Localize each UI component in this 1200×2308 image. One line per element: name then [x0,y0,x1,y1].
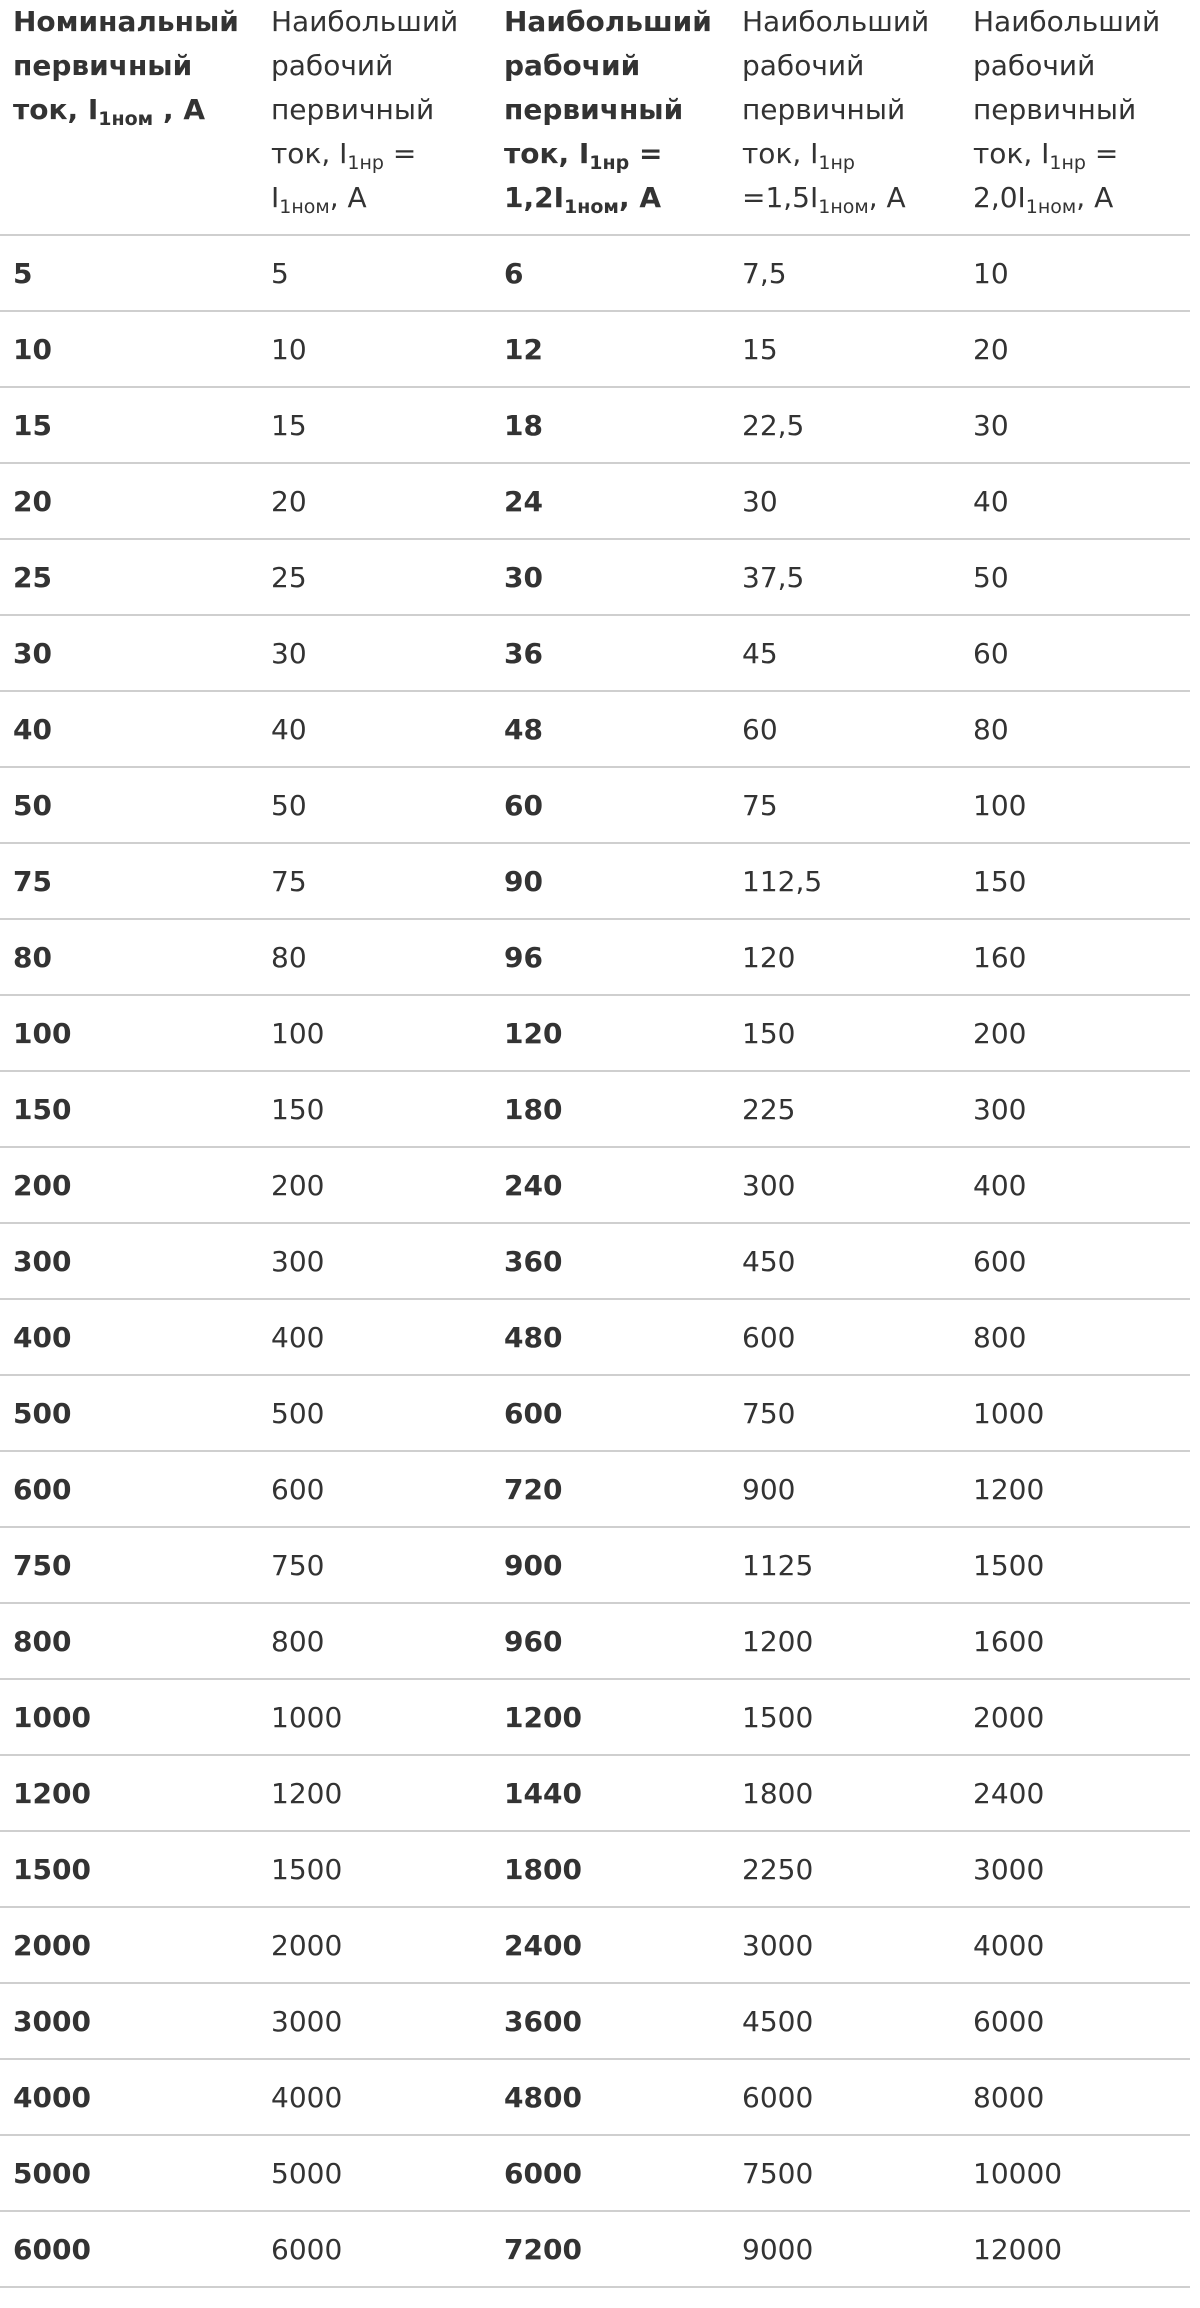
table-body [0,235,1190,2287]
table-row [0,1679,1190,1755]
table-row [0,1299,1190,1375]
table-cell: 150 [729,995,960,1071]
table-cell: 4500 [729,1983,960,2059]
table-cell: 36 [491,615,729,691]
table-row [0,463,1190,539]
table-row [0,539,1190,615]
table-cell: 720 [491,1451,729,1527]
table-cell: 1000 [258,1679,491,1755]
table-cell: 120 [729,919,960,995]
table-cell: 4000 [960,1907,1190,1983]
table-cell: 96 [491,919,729,995]
header-max-current-1x: Наибольший рабочий первичный ток, $I_{1нр} = I_{1ном}$, А [258,0,491,235]
table-cell: 15 [0,387,258,463]
table-cell: 3000 [258,1983,491,2059]
table-cell: 500 [258,1375,491,1451]
table-cell: 5000 [0,2135,258,2211]
table-cell: 450 [729,1223,960,1299]
table-cell: 80 [258,919,491,995]
table-cell: 2400 [491,1907,729,1983]
table-cell: 50 [0,767,258,843]
header-max-current-1-2x: Наибольший рабочий первичный ток, $I_{1нр} = 1,2I_{1ном}$, А [491,0,729,235]
table-cell: 900 [491,1527,729,1603]
table-row [0,919,1190,995]
table-cell: 200 [0,1147,258,1223]
table-row [0,1603,1190,1679]
table-cell: 225 [729,1071,960,1147]
table-cell: 300 [960,1071,1190,1147]
table-cell: 1125 [729,1527,960,1603]
table-row [0,1527,1190,1603]
table-cell: 80 [0,919,258,995]
table-cell: 2000 [960,1679,1190,1755]
table-cell: 100 [960,767,1190,843]
table-row [0,235,1190,311]
table-row [0,2211,1190,2287]
table-cell: 3000 [960,1831,1190,1907]
table-cell: 8000 [960,2059,1190,2135]
table-cell: 60 [729,691,960,767]
table-cell: 25 [0,539,258,615]
table-row [0,1755,1190,1831]
table-cell: 160 [960,919,1190,995]
table-cell: 100 [258,995,491,1071]
table-cell: 600 [960,1223,1190,1299]
table-cell: 50 [258,767,491,843]
table-row [0,1907,1190,1983]
table-cell: 1000 [0,1679,258,1755]
table-cell: 10 [258,311,491,387]
table-cell: 1500 [960,1527,1190,1603]
table-cell: 300 [258,1223,491,1299]
table-cell: 120 [491,995,729,1071]
table-cell: 960 [491,1603,729,1679]
table-cell: 1200 [0,1755,258,1831]
table-row [0,387,1190,463]
table-cell: 400 [258,1299,491,1375]
table-row [0,1375,1190,1451]
table-cell: 800 [258,1603,491,1679]
table-cell: 30 [491,539,729,615]
table-cell: 240 [491,1147,729,1223]
header-rated-primary-current: Номинальный первичный ток, $I_{1ном}$ , А [0,0,258,235]
table-cell: 4800 [491,2059,729,2135]
table-cell: 20 [960,311,1190,387]
table-cell: 6000 [960,1983,1190,2059]
table-cell: 7500 [729,2135,960,2211]
table-cell: 600 [0,1451,258,1527]
table-row [0,1831,1190,1907]
table-row [0,1071,1190,1147]
table-row [0,2059,1190,2135]
table-cell: 9000 [729,2211,960,2287]
table-cell: 15 [729,311,960,387]
table-cell: 150 [960,843,1190,919]
table-row [0,1983,1190,2059]
table-cell: 1200 [258,1755,491,1831]
table-cell: 1200 [960,1451,1190,1527]
table-cell: 10 [0,311,258,387]
table-cell: 1500 [0,1831,258,1907]
table-cell: 30 [0,615,258,691]
table-cell: 150 [0,1071,258,1147]
table-cell: 2000 [258,1907,491,1983]
table-cell: 5 [0,235,258,311]
table-cell: 60 [491,767,729,843]
table-cell: 30 [258,615,491,691]
table-cell: 600 [491,1375,729,1451]
table-cell: 30 [960,387,1190,463]
table-cell: 750 [258,1527,491,1603]
table-cell: 10 [960,235,1190,311]
table-cell: 800 [960,1299,1190,1375]
table-cell: 25 [258,539,491,615]
table-cell: 40 [960,463,1190,539]
table-cell: 750 [729,1375,960,1451]
table-cell: 1800 [491,1831,729,1907]
table-cell: 7,5 [729,235,960,311]
table-cell: 40 [0,691,258,767]
table-cell: 3000 [729,1907,960,1983]
table-cell: 480 [491,1299,729,1375]
table-row [0,311,1190,387]
table-cell: 24 [491,463,729,539]
table-cell: 75 [0,843,258,919]
table-cell: 180 [491,1071,729,1147]
table-row [0,1147,1190,1223]
header-max-current-1-5x: Наибольший рабочий первичный ток, $I_{1нр} =1,5I_{1ном}$, А [729,0,960,235]
table-cell: 7200 [491,2211,729,2287]
table-cell: 500 [0,1375,258,1451]
table-cell: 1440 [491,1755,729,1831]
table-row [0,691,1190,767]
table-cell: 22,5 [729,387,960,463]
table-cell: 900 [729,1451,960,1527]
table-cell: 150 [258,1071,491,1147]
table-cell: 1200 [729,1603,960,1679]
table-cell: 37,5 [729,539,960,615]
table-cell: 75 [729,767,960,843]
table-cell: 10000 [960,2135,1190,2211]
table-cell: 100 [0,995,258,1071]
table-cell: 18 [491,387,729,463]
table-cell: 400 [960,1147,1190,1223]
table-row [0,1451,1190,1527]
table-cell: 200 [258,1147,491,1223]
table-cell: 6 [491,235,729,311]
table-cell: 6000 [491,2135,729,2211]
table-cell: 4000 [0,2059,258,2135]
table-row [0,995,1190,1071]
table-cell: 400 [0,1299,258,1375]
table-row [0,767,1190,843]
table-cell: 750 [0,1527,258,1603]
table-cell: 200 [960,995,1190,1071]
table-cell: 1500 [729,1679,960,1755]
table-cell: 80 [960,691,1190,767]
table-cell: 12 [491,311,729,387]
table-cell: 112,5 [729,843,960,919]
table-cell: 3600 [491,1983,729,2059]
table-cell: 5 [258,235,491,311]
table-cell: 1600 [960,1603,1190,1679]
table-cell: 20 [0,463,258,539]
table-cell: 15 [258,387,491,463]
table-cell: 48 [491,691,729,767]
table-cell: 3000 [0,1983,258,2059]
table-row [0,2135,1190,2211]
table-cell: 1000 [960,1375,1190,1451]
table-cell: 90 [491,843,729,919]
table-cell: 4000 [258,2059,491,2135]
header-max-current-2-0x: Наибольший рабочий первичный ток, $I_{1нр} = 2,0I_{1ном}$, А [960,0,1190,235]
table-cell: 2400 [960,1755,1190,1831]
table-row [0,843,1190,919]
table-header-row [0,0,1190,235]
table-cell: 75 [258,843,491,919]
table-cell: 30 [729,463,960,539]
table-cell: 1800 [729,1755,960,1831]
table-cell: 6000 [258,2211,491,2287]
table-cell: 5000 [258,2135,491,2211]
table-cell: 300 [729,1147,960,1223]
table-cell: 1500 [258,1831,491,1907]
table-cell: 360 [491,1223,729,1299]
table-cell: 45 [729,615,960,691]
table-cell: 2250 [729,1831,960,1907]
table-cell: 2000 [0,1907,258,1983]
table-cell: 50 [960,539,1190,615]
table-cell: 600 [729,1299,960,1375]
table-cell: 800 [0,1603,258,1679]
table-cell: 6000 [729,2059,960,2135]
table-cell: 6000 [0,2211,258,2287]
table-row [0,615,1190,691]
table-cell: 1200 [491,1679,729,1755]
table-cell: 60 [960,615,1190,691]
table-cell: 600 [258,1451,491,1527]
table-row [0,1223,1190,1299]
table-cell: 12000 [960,2211,1190,2287]
table-cell: 20 [258,463,491,539]
table-cell: 300 [0,1223,258,1299]
table-cell: 40 [258,691,491,767]
